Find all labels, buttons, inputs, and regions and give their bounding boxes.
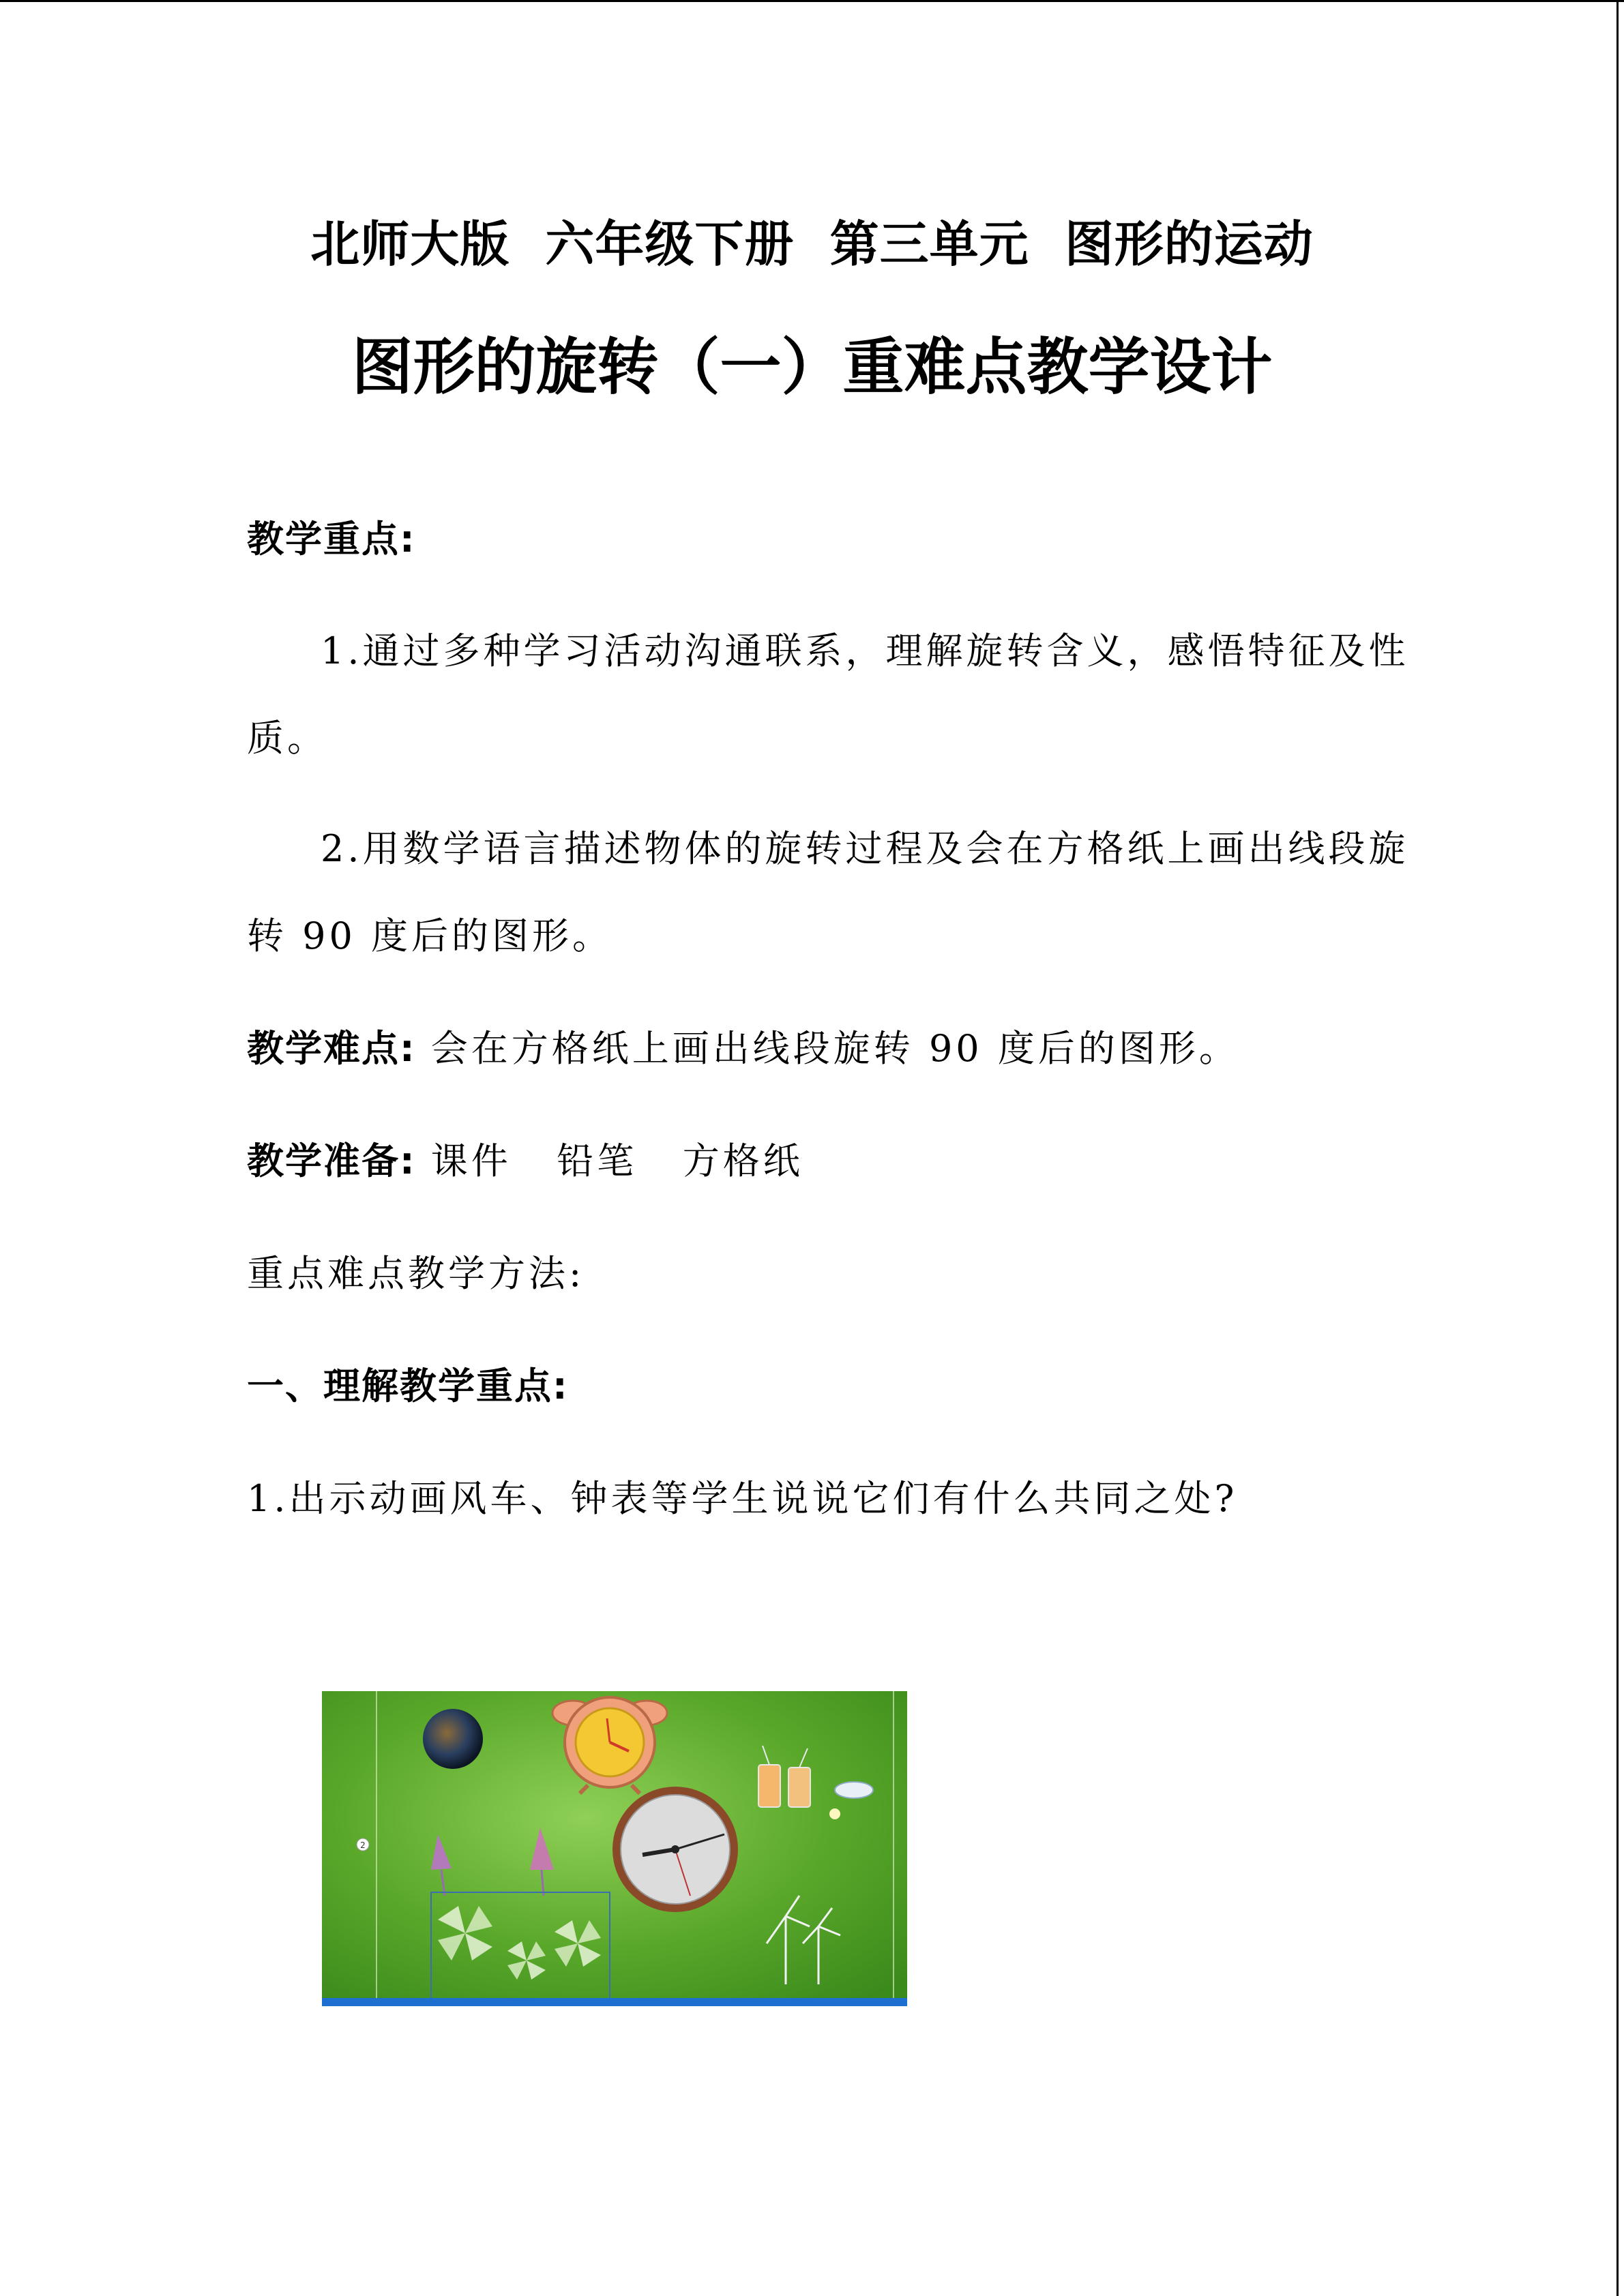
part1-heading: 一、理解教学重点: [247, 1365, 569, 1407]
wall-clock-icon [612, 1787, 738, 1912]
key-point-2-line-2: 转 90 度后的图形。 [247, 914, 613, 957]
step-1-text: 1.出示动画风车、钟表等学生说说它们有什么共同之处? [247, 1477, 1238, 1520]
rotation-examples-image [322, 1691, 907, 2006]
prep-text: 课件 铅笔 方格纸 [430, 1139, 803, 1182]
slide-bottom-bar [322, 1998, 907, 2006]
prep-row [247, 1139, 1365, 1184]
difficulty-row [247, 1026, 1365, 1071]
key-point-2-line-1: 2.用数学语言描述物体的旋转过程及会在方格纸上画出线段旋 [321, 827, 1409, 870]
document-subtitle: 北师大版 六年级下册 第三单元 图形的运动 [310, 215, 1314, 273]
earth-icon [423, 1709, 483, 1769]
page-top-border [0, 0, 1624, 2]
prep-label: 教学准备: [247, 1139, 416, 1182]
document-title: 图形的旋转（一）重难点教学设计 [351, 331, 1273, 403]
difficulty-text: 会在方格纸上画出线段旋转 90 度后的图形。 [430, 1027, 1239, 1070]
key-points-heading: 教学重点: [247, 518, 416, 561]
rotation-examples-illustration [322, 1691, 907, 2006]
methods-heading: 重点难点教学方法: [247, 1252, 585, 1295]
key-point-1-line-2: 质。 [247, 717, 327, 760]
key-point-1-line-1: 1.通过多种学习活动沟通联系，理解旋转含义，感悟特征及性 [321, 629, 1409, 672]
slide-number-text: 2 [360, 1840, 366, 1850]
difficulty-label: 教学难点: [247, 1027, 416, 1070]
